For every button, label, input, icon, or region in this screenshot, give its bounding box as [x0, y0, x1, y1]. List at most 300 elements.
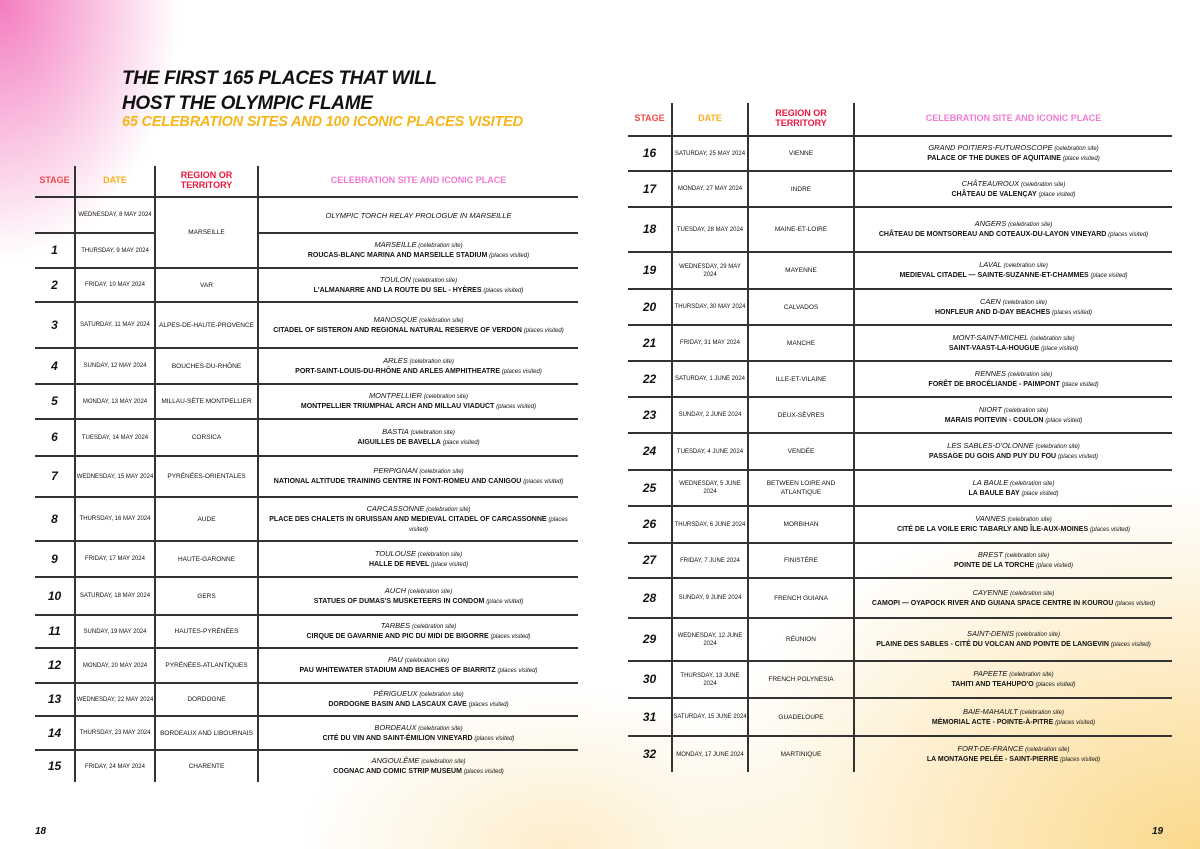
region-cell: MANCHE — [748, 325, 854, 361]
table-row — [35, 577, 578, 615]
celebration-site-note: (celebration site) — [419, 469, 464, 475]
iconic-place-name: AIGUILLES DE BAVELLA — [357, 439, 441, 446]
site-cell — [854, 252, 1172, 289]
header-site: CELEBRATION SITE AND ICONIC PLACE — [854, 103, 1172, 136]
celebration-site-name: PERPIGNAN — [373, 466, 418, 475]
stage-number: 29 — [628, 618, 672, 661]
region-cell: RÉUNION — [748, 618, 854, 661]
region-cell: INDRE — [748, 171, 854, 207]
stage-number: 13 — [35, 683, 75, 716]
site-cell — [258, 541, 578, 577]
celebration-site — [259, 240, 578, 251]
iconic-place — [259, 666, 578, 676]
iconic-place-note: (place visited) — [1035, 563, 1073, 569]
table-row — [628, 470, 1172, 506]
iconic-place-name: LA MONTAGNE PELÉE - SAINT-PIERRE — [926, 756, 1059, 763]
iconic-place — [855, 755, 1172, 765]
iconic-place-name: CAMOPI — OYAPOCK RIVER AND GUIANA SPACE CENTRE IN KOUROU — [871, 599, 1114, 607]
celebration-site — [855, 369, 1172, 380]
date-cell: SUNDAY, 9 JUNE 2024 — [672, 578, 748, 618]
site-cell — [854, 618, 1172, 661]
region-cell: MILLAU-SÈTE MONTPELLIER — [155, 384, 258, 419]
celebration-site-note: (celebration site) — [407, 588, 453, 595]
date-cell: TUESDAY, 28 MAY 2024 — [672, 207, 748, 252]
iconic-place — [855, 190, 1172, 200]
iconic-place-note: (place visited) — [1045, 417, 1083, 424]
iconic-place — [259, 632, 578, 642]
iconic-place-note: (places visited) — [1089, 527, 1130, 533]
region-cell: AUDE — [155, 497, 258, 541]
iconic-place-name: CHÂTEAU DE VALENÇAY — [951, 190, 1037, 198]
iconic-place — [259, 767, 578, 777]
region-cell: BETWEEN LOIRE AND ATLANTIQUE — [748, 470, 854, 506]
iconic-place-note: (places visited) — [497, 668, 538, 674]
iconic-place-note: (place visited) — [1021, 490, 1059, 497]
stage-number: 3 — [35, 302, 75, 348]
iconic-place-name: FORÊT DE BROCÉLIANDE - PAIMPONT — [928, 380, 1060, 388]
date-cell: FRIDAY, 24 MAY 2024 — [75, 750, 155, 782]
stage-number: 10 — [35, 577, 75, 615]
table-row — [628, 325, 1172, 361]
stage-number: 27 — [628, 543, 672, 578]
stage-number: 18 — [628, 207, 672, 252]
region-cell: CHARENTE — [155, 750, 258, 782]
stage-number: 19 — [628, 252, 672, 289]
table-row — [628, 171, 1172, 207]
iconic-place-note: (place visited) — [431, 561, 469, 568]
date-cell: FRIDAY, 17 MAY 2024 — [75, 541, 155, 577]
site-cell — [258, 716, 578, 750]
iconic-place — [259, 367, 578, 377]
stage-number: 25 — [628, 470, 672, 506]
region-cell: BOUCHES-DU-RHÔNE — [155, 348, 258, 384]
celebration-site-name: AUCH — [384, 585, 407, 595]
iconic-place-name: MEDIEVAL CITADEL — SAINTE-SUZANNE-ET-CHAMMES — [899, 272, 1089, 279]
page-number-left: 18 — [35, 826, 47, 837]
region-cell: BORDEAUX AND LIBOURNAIS — [155, 716, 258, 750]
stage-number: 12 — [35, 648, 75, 683]
prologue-text: OLYMPIC TORCH RELAY PROLOGUE IN MARSEILLE — [325, 210, 512, 220]
iconic-place-note: (places visited) — [1035, 682, 1076, 688]
iconic-place-note: (places visited) — [474, 735, 515, 742]
table-row — [628, 736, 1172, 772]
celebration-site — [855, 707, 1172, 718]
celebration-site — [855, 441, 1172, 452]
table-row — [35, 541, 578, 577]
header-stage: STAGE — [628, 103, 672, 136]
site-cell — [258, 456, 578, 497]
celebration-site-note: (celebration site) — [1003, 407, 1049, 414]
celebration-site-note: (celebration site) — [1010, 590, 1055, 597]
schedule-table-left — [35, 166, 578, 782]
celebration-site-name: GRAND POITIERS-FUTUROSCOPE — [928, 143, 1053, 152]
table-row — [35, 456, 578, 497]
iconic-place — [855, 561, 1172, 571]
iconic-place — [259, 515, 578, 535]
header-stage: STAGE — [35, 166, 75, 197]
stage-number: 15 — [47, 759, 62, 773]
celebration-site — [259, 315, 578, 326]
date-cell: FRIDAY, 10 MAY 2024 — [75, 268, 155, 302]
iconic-place-note: (places visited) — [489, 253, 530, 259]
stage-number: 6 — [35, 419, 75, 456]
site-cell — [854, 470, 1172, 506]
celebration-site-note: (celebration site) — [423, 394, 469, 400]
celebration-site-note: (celebration site) — [411, 624, 457, 630]
iconic-place-note: (places visited) — [1110, 642, 1151, 648]
region-cell: VIENNE — [748, 136, 854, 171]
date-cell: THURSDAY, 13 JUNE 2024 — [672, 661, 748, 698]
schedule-table-right — [628, 103, 1172, 772]
date-cell: SATURDAY, 25 MAY 2024 — [672, 136, 748, 171]
iconic-place-note: (place visited) — [1090, 273, 1128, 279]
iconic-place-note: (places visited) — [1052, 309, 1093, 316]
site-cell — [258, 577, 578, 615]
iconic-place-name: PORT-SAINT-LOUIS-DU-RHÔNE AND ARLES AMPHITHEATRE — [295, 367, 500, 375]
iconic-place-note: (places visited) — [490, 634, 531, 640]
iconic-place-name: PALACE OF THE DUKES OF AQUITAINE — [927, 155, 1061, 162]
celebration-site — [855, 514, 1172, 525]
region-cell: ALPES-DE-HAUTE-PROVENCE — [155, 302, 258, 348]
table-row — [35, 615, 578, 648]
stage-number: 24 — [628, 433, 672, 470]
stage-number: 2 — [35, 268, 75, 302]
celebration-site-name: CAEN — [979, 296, 1001, 306]
title-line-1: THE FIRST 165 PLACES THAT WILL — [122, 68, 437, 89]
stage-number: 16 — [628, 136, 672, 171]
iconic-place-name: NATIONAL ALTITUDE TRAINING CENTRE IN FONT-ROMEU AND CANIGOU — [273, 478, 522, 485]
site-cell — [854, 207, 1172, 252]
celebration-site-note: (celebration site) — [1002, 299, 1047, 306]
site-cell — [854, 397, 1172, 433]
iconic-place — [855, 154, 1172, 164]
iconic-place — [259, 560, 578, 570]
celebration-site-name: FORT-DE-FRANCE — [957, 744, 1024, 753]
iconic-place-name: MARAIS POITEVIN - COULON — [944, 416, 1044, 424]
region-cell: CORSICA — [155, 419, 258, 456]
site-cell — [258, 750, 578, 782]
celebration-site-name: BASTIA — [382, 427, 409, 436]
region-cell: HAUTES-PYRÉNÉES — [155, 615, 258, 648]
celebration-site — [259, 756, 578, 767]
date-cell: TUESDAY, 14 MAY 2024 — [75, 419, 155, 456]
iconic-place-name: HALLE DE REVEL — [368, 560, 430, 568]
celebration-site-note: (celebration site) — [1009, 672, 1054, 678]
date-cell: WEDNESDAY, 22 MAY 2024 — [75, 683, 155, 716]
iconic-place-note: (places visited) — [523, 479, 564, 485]
iconic-place — [259, 326, 578, 336]
celebration-site-note: (celebration site) — [1007, 371, 1053, 378]
celebration-site-note: (celebration site) — [1019, 709, 1065, 716]
celebration-site-note: (celebration site) — [1035, 444, 1080, 450]
iconic-place-note: (places visited) — [1115, 600, 1156, 607]
table-row — [628, 361, 1172, 397]
iconic-place — [259, 597, 578, 607]
celebration-site-note: (celebration site) — [1004, 553, 1050, 559]
iconic-place-name: LA BAULE BAY — [968, 489, 1020, 497]
celebration-site-name: TOULON — [379, 274, 411, 284]
celebration-site — [259, 275, 578, 286]
celebration-site — [855, 333, 1172, 344]
iconic-place-name: ROUCAS-BLANC MARINA AND MARSEILLE STADIUM — [307, 252, 488, 259]
iconic-place — [259, 251, 578, 261]
celebration-site-note: (celebration site) — [404, 658, 450, 664]
celebration-site — [259, 504, 578, 515]
date-cell: SUNDAY, 19 MAY 2024 — [75, 615, 155, 648]
celebration-site — [259, 723, 578, 734]
celebration-site — [259, 621, 578, 632]
iconic-place — [259, 438, 578, 448]
iconic-place-note: (place visited) — [1041, 345, 1079, 352]
iconic-place — [259, 286, 578, 296]
site-cell — [854, 171, 1172, 207]
site-cell — [854, 136, 1172, 171]
iconic-place — [855, 489, 1172, 499]
site-cell — [258, 233, 578, 268]
celebration-site — [259, 391, 578, 402]
celebration-site-name: PAPEETE — [973, 669, 1008, 678]
iconic-place-note: (places visited) — [408, 516, 568, 533]
celebration-site-name: LA BAULE — [972, 477, 1009, 487]
celebration-site — [259, 356, 578, 367]
iconic-place-note: (places visited) — [468, 702, 509, 708]
table-row — [35, 683, 578, 716]
site-cell — [258, 419, 578, 456]
iconic-place — [259, 402, 578, 412]
stage-number: 11 — [35, 615, 75, 648]
table-row — [628, 543, 1172, 578]
celebration-site-name: TOULOUSE — [374, 548, 416, 558]
date-cell: MONDAY, 13 MAY 2024 — [75, 384, 155, 419]
celebration-site-note: (celebration site) — [412, 277, 458, 284]
region-cell: MARTINIQUE — [748, 736, 854, 772]
celebration-site — [259, 655, 578, 666]
celebration-site-name: VANNES — [975, 514, 1006, 523]
stage-number: 1 — [35, 233, 75, 268]
iconic-place-name: PLACE DES CHALETS IN GRUISSAN AND MEDIEVAL CITADEL OF CARCASSONNE — [269, 515, 547, 523]
site-cell — [854, 698, 1172, 736]
celebration-site — [855, 219, 1172, 230]
table-row — [628, 578, 1172, 618]
celebration-site-note: (celebration site) — [419, 317, 464, 324]
celebration-site-note: (celebration site) — [1003, 263, 1048, 269]
site-cell — [854, 361, 1172, 397]
celebration-site-name: CAYENNE — [972, 587, 1009, 597]
iconic-place-name: STATUES OF DUMAS'S MUSKETEERS IN CONDOM — [313, 597, 485, 605]
celebration-site-note: (celebration site) — [1010, 480, 1055, 487]
table-row — [628, 698, 1172, 736]
iconic-place-note: (place visited) — [1062, 156, 1100, 162]
iconic-place — [855, 271, 1172, 281]
celebration-site — [855, 143, 1172, 154]
iconic-place — [855, 308, 1172, 318]
iconic-place-note: (place visited) — [1061, 381, 1099, 388]
celebration-site-note: (celebration site) — [1008, 222, 1053, 228]
region-cell: PYRÉNÉES-ORIENTALES — [155, 456, 258, 497]
date-cell: MONDAY, 17 JUNE 2024 — [672, 736, 748, 772]
region-cell: MARSEILLE — [155, 197, 258, 268]
stage-number: 31 — [628, 698, 672, 736]
celebration-site-name: BAIE-MAHAULT — [962, 706, 1018, 716]
date-cell: THURSDAY, 6 JUNE 2024 — [672, 506, 748, 543]
celebration-site-name: ARLES — [383, 355, 408, 365]
celebration-site-name: MANOSQUE — [373, 314, 418, 324]
iconic-place-note: (places visited) — [496, 404, 537, 410]
region-cell: GUADELOUPE — [748, 698, 854, 736]
iconic-place — [855, 640, 1172, 650]
region-cell: MAINE-ET-LOIRE — [748, 207, 854, 252]
date-cell: SATURDAY, 1 JUNE 2024 — [672, 361, 748, 397]
region-cell: MORBIHAN — [748, 506, 854, 543]
iconic-place-note: (places visited) — [1057, 454, 1098, 460]
header-region: REGION OR TERRITORY — [155, 166, 258, 197]
date-cell: THURSDAY, 23 MAY 2024 — [75, 716, 155, 750]
site-cell — [258, 268, 578, 302]
table-row — [35, 302, 578, 348]
celebration-site-name: SAINT-DENIS — [967, 629, 1014, 638]
iconic-place — [855, 344, 1172, 354]
date-cell: SUNDAY, 12 MAY 2024 — [75, 348, 155, 384]
iconic-place-name: MONTPELLIER TRIUMPHAL ARCH AND MILLAU VIADUCT — [300, 403, 495, 410]
table-row — [628, 207, 1172, 252]
iconic-place-name: DORDOGNE BASIN AND LASCAUX CAVE — [328, 701, 467, 708]
celebration-site — [259, 549, 578, 560]
celebration-site-name: ANGOULÊME — [371, 756, 420, 765]
table-row — [35, 348, 578, 384]
iconic-place-note: (places visited) — [523, 327, 564, 334]
iconic-place — [259, 700, 578, 710]
region-cell: ILLE-ET-VILAINE — [748, 361, 854, 397]
site-cell — [258, 497, 578, 541]
date-cell: TUESDAY, 4 JUNE 2024 — [672, 433, 748, 470]
site-cell — [258, 648, 578, 683]
celebration-site-name: MONTPELLIER — [368, 391, 422, 400]
stage-number: 4 — [35, 348, 75, 384]
site-cell — [258, 615, 578, 648]
region-cell: FRENCH POLYNESIA — [748, 661, 854, 698]
site-cell — [854, 289, 1172, 325]
celebration-site-name: LAVAL — [979, 260, 1002, 269]
iconic-place-name: PAU WHITEWATER STADIUM AND BEACHES OF BIARRITZ — [299, 667, 496, 674]
iconic-place-name: CHÂTEAU DE MONTSOREAU AND COTEAUX-DU-LAYON VINEYARD — [878, 231, 1107, 238]
iconic-place-name: TAHITI AND TEAHUPO'O — [951, 681, 1034, 688]
header-site: CELEBRATION SITE AND ICONIC PLACE — [258, 166, 578, 197]
iconic-place-note: (place visited) — [1038, 191, 1076, 198]
iconic-place-name: CITADEL OF SISTERON AND REGIONAL NATURAL RESERVE OF VERDON — [273, 326, 522, 334]
date-cell: THURSDAY, 9 MAY 2024 — [75, 233, 155, 268]
iconic-place — [855, 599, 1172, 609]
iconic-place — [855, 525, 1172, 535]
celebration-site-note: (celebration site) — [409, 358, 454, 365]
celebration-site — [259, 427, 578, 438]
celebration-site — [855, 478, 1172, 489]
table-row — [628, 289, 1172, 325]
site-cell — [854, 543, 1172, 578]
date-cell: SATURDAY, 18 MAY 2024 — [75, 577, 155, 615]
iconic-place-name: HONFLEUR AND D-DAY BEACHES — [934, 308, 1051, 316]
celebration-site-note: (celebration site) — [426, 506, 471, 513]
site-cell — [854, 578, 1172, 618]
table-row — [628, 252, 1172, 289]
date-cell: WEDNESDAY, 8 MAY 2024 — [75, 197, 155, 233]
table-row — [35, 716, 578, 750]
iconic-place-note: (place visited) — [486, 598, 524, 605]
iconic-place-note: (places visited) — [483, 287, 524, 294]
celebration-site — [855, 588, 1172, 599]
page-number-right: 19 — [1152, 826, 1164, 837]
celebration-site — [855, 669, 1172, 680]
celebration-site-name: BORDEAUX — [374, 722, 417, 732]
stage-number: 26 — [628, 506, 672, 543]
date-cell: WEDNESDAY, 15 MAY 2024 — [75, 456, 155, 497]
region-cell: CALVADOS — [748, 289, 854, 325]
page-subtitle: 65 CELEBRATION SITES AND 100 ICONIC PLACES VISITED — [122, 114, 523, 130]
celebration-site-note: (celebration site) — [421, 759, 466, 765]
celebration-site — [855, 550, 1172, 561]
region-cell: DEUX-SÈVRES — [748, 397, 854, 433]
celebration-site-name: RENNES — [974, 368, 1007, 378]
celebration-site — [855, 744, 1172, 755]
iconic-place-note: (place visited) — [442, 440, 480, 446]
stage-number: 17 — [628, 171, 672, 207]
celebration-site-name: CHÂTEAUROUX — [961, 178, 1020, 188]
celebration-site — [855, 629, 1172, 640]
table-row — [35, 750, 578, 782]
title-line-2: HOST THE OLYMPIC FLAME — [122, 93, 373, 114]
region-cell: MAYENNE — [748, 252, 854, 289]
celebration-site-name: CARCASSONNE — [366, 503, 425, 513]
iconic-place — [855, 718, 1172, 728]
iconic-place-name: CITÉ DU VIN AND SAINT-ÉMILION VINEYARD — [322, 734, 473, 742]
iconic-place — [855, 416, 1172, 426]
site-cell — [258, 197, 578, 233]
stage-number: 23 — [628, 397, 672, 433]
celebration-site-note: (celebration site) — [1030, 335, 1075, 342]
celebration-site-note: (celebration site) — [418, 725, 463, 732]
date-cell: WEDNESDAY, 5 JUNE 2024 — [672, 470, 748, 506]
stage-number: 30 — [628, 661, 672, 698]
celebration-site-name: MARSEILLE — [374, 240, 417, 249]
iconic-place-name: L'ALMANARRE AND LA ROUTE DU SEL - HYÈRES — [313, 286, 482, 294]
iconic-place-name: PASSAGE DU GOIS AND PUY DU FOU — [929, 453, 1057, 460]
date-cell: SATURDAY, 11 MAY 2024 — [75, 302, 155, 348]
iconic-place-note: (places visited) — [1108, 232, 1149, 238]
celebration-site-note: (celebration site) — [1025, 747, 1070, 753]
stage-number: 20 — [628, 289, 672, 325]
iconic-place-name: COGNAC AND COMIC STRIP MUSEUM — [333, 768, 462, 775]
date-cell: FRIDAY, 31 MAY 2024 — [672, 325, 748, 361]
celebration-site-note: (celebration site) — [419, 692, 464, 698]
date-cell: WEDNESDAY, 12 JUNE 2024 — [672, 618, 748, 661]
site-cell — [854, 661, 1172, 698]
table-row — [35, 233, 578, 268]
stage-number — [35, 197, 75, 233]
site-cell — [258, 348, 578, 384]
iconic-place-name: SAINT-VAAST-LA-HOUGUE — [948, 344, 1040, 352]
iconic-place-name: CITÉ DE LA VOILE ERIC TABARLY AND ÎLE-AUX-MOINES — [897, 526, 1089, 533]
table-row — [35, 497, 578, 541]
date-cell: THURSDAY, 30 MAY 2024 — [672, 289, 748, 325]
iconic-place-name: MÉMORIAL ACTE - POINTE-À-PITRE — [931, 718, 1054, 726]
stage-number: 21 — [628, 325, 672, 361]
table-row — [628, 397, 1172, 433]
celebration-site — [259, 466, 578, 477]
celebration-site-name: ANGERS — [974, 219, 1007, 228]
celebration-site-name: TARBES — [380, 621, 411, 630]
table-row — [628, 433, 1172, 470]
date-cell: SATURDAY, 15 JUNE 2024 — [672, 698, 748, 736]
site-cell — [258, 384, 578, 419]
